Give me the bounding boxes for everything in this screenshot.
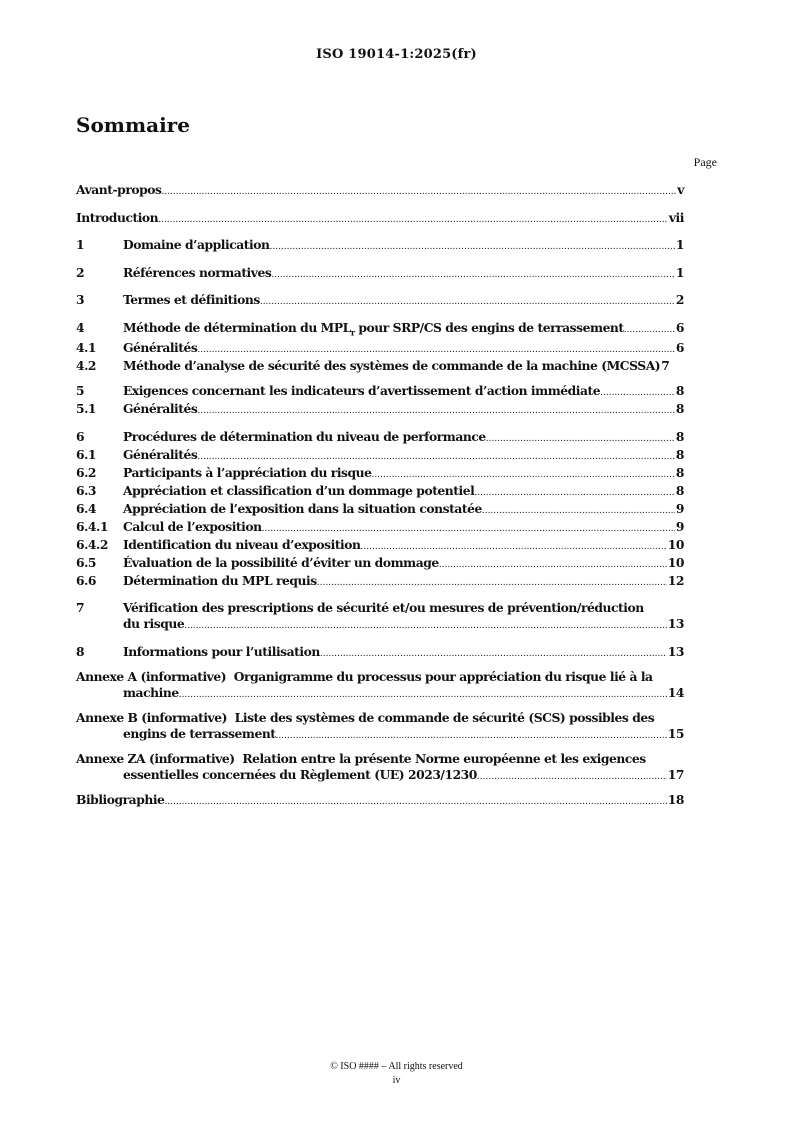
toc-entry-number: 4.2 [76, 357, 97, 373]
dot-leader [164, 794, 666, 810]
toc-entry-title: Avant-propos [76, 182, 162, 197]
toc-entry-6-4[interactable] [76, 501, 684, 519]
toc-entry-number: 8 [76, 643, 85, 659]
toc-entry-number: 4.1 [76, 339, 97, 355]
table-of-contents [76, 182, 684, 810]
copyright-notice: © ISO #### – All rights reserved [330, 1061, 463, 1072]
toc-entry-number: 7 [76, 600, 85, 616]
dot-leader [600, 385, 675, 401]
toc-annex-a[interactable] [76, 669, 684, 703]
dot-leader [179, 687, 667, 703]
dot-leader [317, 575, 667, 591]
toc-entry-5[interactable] [76, 383, 684, 401]
dot-leader [271, 267, 675, 283]
toc-entry-number: 1 [76, 237, 85, 252]
toc-entry-title: Généralités [123, 446, 198, 462]
page-title: Sommaire [76, 113, 190, 137]
toc-entry-page: 1 [675, 237, 684, 252]
toc-entry-page: 10 [667, 554, 684, 570]
dot-leader [260, 294, 675, 310]
toc-entry-number: 6 [76, 428, 85, 444]
toc-entry-page: 9 [675, 518, 684, 534]
toc-entry-title: Procédures de détermination du niveau de performance [123, 428, 486, 444]
annex-title-continued: engins de terrassement [123, 725, 276, 741]
toc-entry-page: 17 [667, 766, 684, 782]
toc-entry-number: 5 [76, 383, 85, 399]
toc-entry-page: 7 [661, 357, 670, 373]
dot-leader [197, 342, 675, 358]
annex-title-continued: essentielles concernées du Règlement (UE) 2023/1230 [123, 766, 477, 782]
dot-leader [197, 449, 675, 465]
toc-entry-page: v [677, 182, 684, 197]
dot-leader [262, 521, 675, 537]
toc-entry-page: 8 [675, 482, 684, 498]
toc-entry-title: Identification du niveau d’exposition [123, 536, 361, 552]
page-number: iv [392, 1075, 401, 1086]
toc-entry-page: 6 [675, 319, 684, 335]
toc-entry-number: 6.5 [76, 554, 97, 570]
toc-entry-number: 6.4.2 [76, 536, 108, 552]
toc-entry-2[interactable] [76, 265, 684, 283]
toc-entry-page: 8 [675, 428, 684, 444]
toc-entry-6-1[interactable] [76, 447, 684, 465]
toc-entry-page: 10 [667, 536, 684, 552]
annex-title: Liste des systèmes de commande de sécurité (SCS) possibles des [234, 709, 655, 725]
toc-entry-6-4-1[interactable] [76, 519, 684, 537]
toc-entry-page: 13 [667, 616, 684, 632]
toc-entry-1[interactable] [76, 237, 684, 255]
toc-entry-title: Généralités [123, 401, 198, 417]
annex-title-continued: machine [123, 684, 179, 700]
toc-entry-number: 6.4 [76, 500, 97, 516]
toc-entry-introduction[interactable] [76, 210, 684, 228]
annex-label: Annexe ZA (informative) [76, 750, 235, 766]
toc-entry-title: Domaine d’application [123, 237, 270, 252]
dot-leader [439, 557, 667, 573]
annex-title: Organigramme du processus pour appréciation du risque lié à la [233, 668, 653, 684]
page-column-label: Page [693, 155, 717, 169]
toc-entry-page: 2 [675, 292, 684, 307]
toc-entry-6-2[interactable] [76, 465, 684, 483]
toc-entry-bibliography[interactable] [76, 792, 684, 810]
toc-entry-page: vii [668, 209, 684, 225]
toc-entry-title: Appréciation et classification d’un dommage potentiel [123, 482, 475, 498]
toc-entry-4-1[interactable] [76, 340, 684, 358]
dot-leader [320, 646, 667, 662]
toc-entry-page: 8 [675, 464, 684, 480]
toc-entry-title: Méthode d’analyse de sécurité des systèmes de commande de la machine (MCSSA) [123, 357, 661, 373]
dot-leader [161, 184, 676, 200]
dot-leader [361, 539, 667, 555]
toc-entry-page: 15 [667, 725, 684, 741]
toc-entry-4[interactable] [76, 320, 684, 340]
toc-entry-number: 6.4.1 [76, 518, 108, 534]
document-id-header: ISO 19014-1:2025(fr) [316, 47, 477, 62]
annex-title: Relation entre la présente Norme européenne et les exigences [242, 750, 646, 766]
toc-entry-title: Exigences concernant les indicateurs d’avertissement d’action immédiate [123, 383, 601, 399]
toc-entry-title: Appréciation de l’exposition dans la situation constatée [123, 500, 482, 516]
toc-entry-number: 6.1 [76, 446, 97, 462]
dot-leader [184, 618, 667, 634]
toc-entry-title-continued: du risque [123, 616, 185, 632]
toc-entry-page: 12 [667, 572, 684, 588]
annex-label: Annexe B (informative) [76, 709, 227, 725]
page-footer [0, 1060, 793, 1088]
dot-leader [474, 485, 675, 501]
dot-leader [158, 212, 668, 228]
toc-entry-page: 6 [675, 339, 684, 355]
toc-entry-title: Vérification des prescriptions de sécurité et/ou mesures de prévention/réduction [123, 600, 644, 616]
toc-entry-title: Informations pour l’utilisation [123, 643, 320, 659]
toc-entry-3[interactable] [76, 292, 684, 310]
toc-entry-number: 3 [76, 292, 85, 307]
dot-leader [276, 728, 667, 744]
toc-entry-page: 8 [675, 383, 684, 399]
toc-entry-page: 9 [675, 500, 684, 516]
toc-entry-number: 4 [76, 319, 85, 335]
toc-entry-number: 5.1 [76, 401, 97, 417]
dot-leader [486, 431, 675, 447]
toc-entry-title: Évaluation de la possibilité d’éviter un dommage [123, 554, 439, 570]
toc-entry-page: 18 [667, 791, 684, 807]
toc-entry-title: Méthode de détermination du $MPL_r$ pour SRP/CS des engins de terrassement [123, 319, 624, 337]
toc-entry-page: 13 [667, 643, 684, 659]
toc-entry-page: 8 [675, 401, 684, 417]
toc-entry-8[interactable] [76, 644, 684, 662]
toc-entry-title: Termes et définitions [123, 292, 260, 307]
toc-entry-title: Calcul de l’exposition [123, 518, 262, 534]
toc-entry-6[interactable] [76, 429, 684, 447]
dot-leader [269, 239, 674, 255]
toc-entry-page: 1 [675, 264, 684, 280]
toc-entry-page: 14 [667, 684, 684, 700]
toc-entry-number: 6.2 [76, 464, 97, 480]
toc-entry-7[interactable] [76, 600, 684, 634]
dot-leader [372, 467, 675, 483]
toc-entry-title: Détermination du MPL requis [123, 572, 317, 588]
toc-entry-6-5[interactable] [76, 555, 684, 573]
toc-entry-page: 8 [675, 446, 684, 462]
toc-entry-foreword[interactable] [76, 182, 684, 200]
toc-annex-b[interactable] [76, 710, 684, 744]
toc-entry-6-6[interactable] [76, 573, 684, 591]
toc-annex-za[interactable] [76, 751, 684, 785]
toc-entry-number: 6.3 [76, 482, 97, 498]
toc-entry-title: Introduction [76, 209, 159, 225]
dot-leader [477, 769, 667, 785]
toc-entry-4-2[interactable] [76, 358, 684, 374]
toc-entry-number: 6.6 [76, 572, 97, 588]
toc-entry-title: Références normatives [123, 264, 272, 280]
toc-entry-6-3[interactable] [76, 483, 684, 501]
dot-leader [482, 503, 675, 519]
toc-entry-5-1[interactable] [76, 401, 684, 419]
toc-entry-title: Participants à l’appréciation du risque [123, 464, 372, 480]
toc-entry-6-4-2[interactable] [76, 537, 684, 555]
toc-entry-title: Bibliographie [76, 791, 165, 807]
toc-entry-title: Généralités [123, 339, 198, 355]
dot-leader [197, 403, 675, 419]
annex-label: Annexe A (informative) [76, 668, 227, 684]
toc-entry-number: 2 [76, 264, 85, 280]
dot-leader [624, 322, 675, 338]
